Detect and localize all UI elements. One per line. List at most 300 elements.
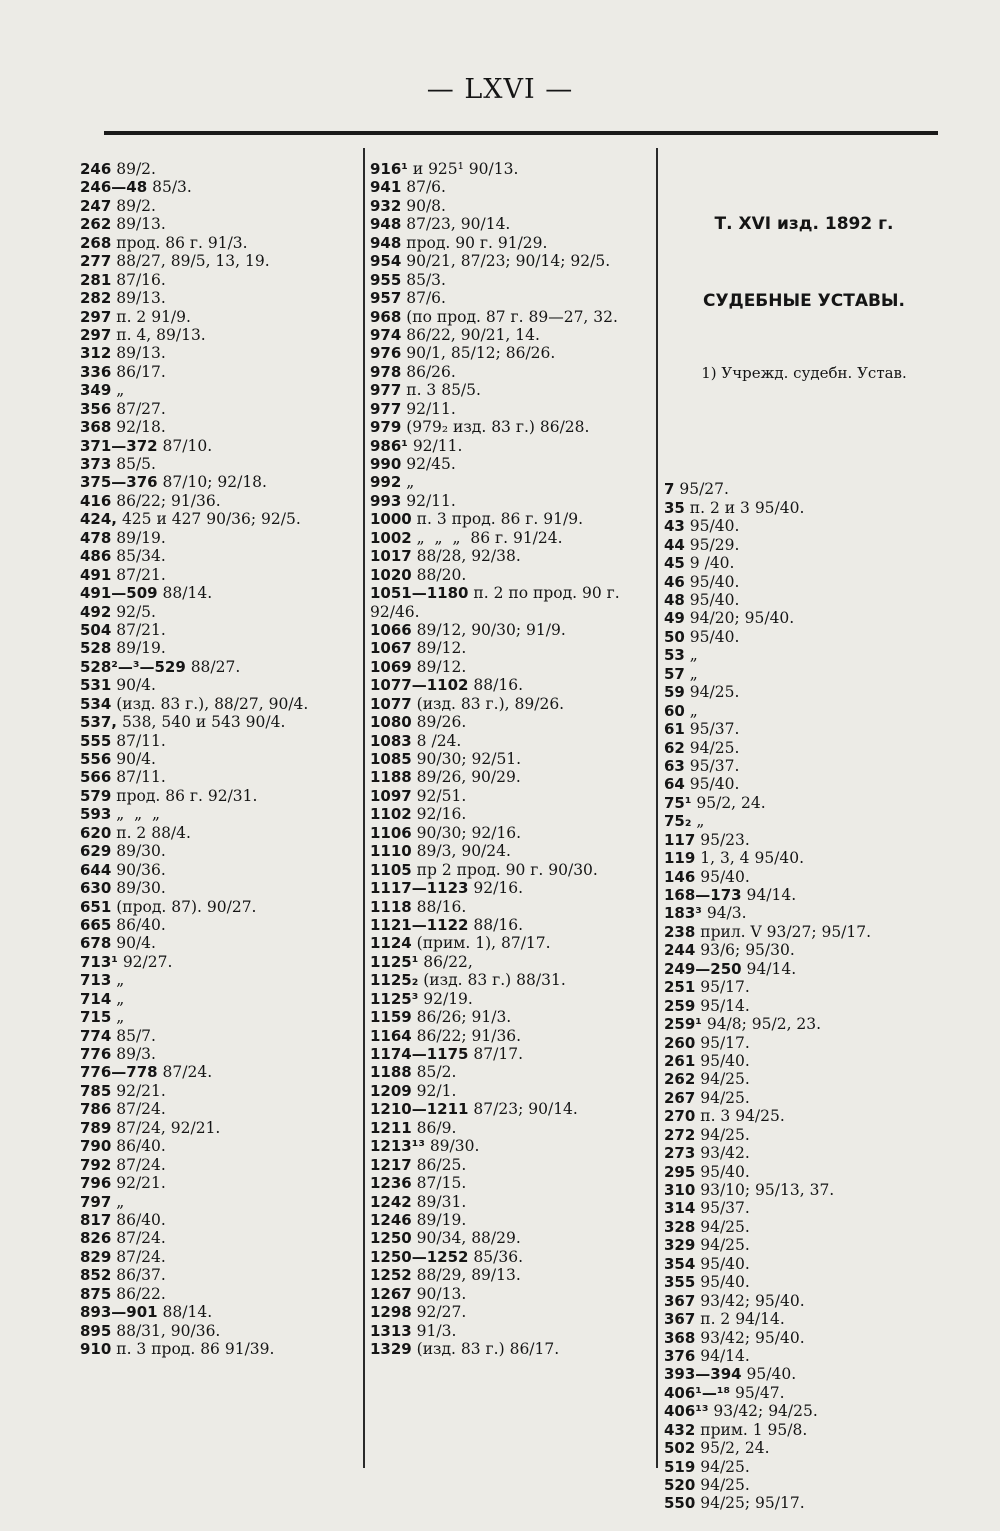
reference: и 925¹ 90/13.: [407, 160, 519, 178]
article-number: 328: [664, 1217, 696, 1236]
article-number: 277: [80, 252, 112, 271]
index-entry: [664, 831, 944, 849]
article-number: 368: [664, 1328, 696, 1347]
index-entry: [80, 768, 360, 786]
article-number: 519: [664, 1457, 696, 1476]
article-number: 520: [664, 1476, 696, 1494]
subsection-title: 1) Учрежд. судебн. Устав.: [701, 363, 907, 382]
index-entry: [80, 1285, 360, 1303]
index-entry: [80, 805, 360, 823]
reference: (изд. 83 г.) 86/17.: [411, 1340, 560, 1358]
reference: 95/17.: [695, 978, 750, 997]
reference: 92/27.: [117, 952, 173, 971]
reference: 85/3.: [147, 178, 192, 197]
article-number: 774: [80, 1026, 112, 1045]
article-number: 1002: [370, 528, 412, 547]
reference: 92/11.: [407, 436, 463, 455]
reference: „: [111, 1008, 125, 1027]
reference: 93/6; 95/30.: [695, 941, 795, 960]
reference: 88/29, 89/13.: [411, 1266, 521, 1285]
article-number: 1213¹³: [370, 1137, 425, 1156]
article-number: 1080: [370, 713, 412, 732]
reference: 88/31, 90/36.: [111, 1321, 221, 1340]
index-entry: [80, 1137, 360, 1155]
article-number: 48: [664, 591, 685, 609]
index-entry: [80, 326, 360, 344]
article-number: 63: [664, 756, 685, 775]
reference: (по прод. 87 г. 89—27, 32.: [401, 307, 618, 326]
index-entry: [370, 400, 655, 418]
reference: 92/16.: [411, 805, 467, 824]
reference: 87/24.: [111, 1247, 166, 1266]
reference: 94/25.: [695, 1125, 750, 1144]
article-number: 954: [370, 252, 402, 271]
index-entry: [80, 1045, 360, 1063]
index-entry: [80, 1248, 360, 1266]
reference: 91/3.: [411, 1321, 457, 1340]
volume-title: Т. XVI изд. 1892 г.: [714, 213, 894, 234]
reference: „: [111, 381, 125, 400]
article-number: 1164: [370, 1026, 412, 1045]
index-entry: [80, 289, 360, 307]
reference: 89/19.: [411, 1210, 467, 1229]
reference: 92/16.: [468, 879, 524, 898]
index-entry: [370, 1008, 655, 1026]
reference: 538, 540 и 543 90/4.: [117, 713, 286, 732]
index-entry: [664, 573, 944, 591]
column-divider: [656, 148, 658, 1468]
index-entry: [664, 591, 944, 609]
article-number: 368: [80, 418, 112, 437]
reference: 89/30.: [111, 842, 166, 861]
index-entry: [370, 879, 655, 897]
article-number: 796: [80, 1174, 112, 1193]
index-entry: [664, 960, 944, 978]
index-entry: [80, 861, 360, 879]
reference: 89/2.: [111, 160, 156, 178]
reference: 89/3, 90/24.: [411, 842, 511, 861]
reference: п. 2 88/4.: [111, 823, 191, 842]
reference: 87/15.: [411, 1174, 467, 1193]
article-number: 948: [370, 215, 402, 234]
article-number: 251: [664, 978, 696, 997]
article-number: 249—250: [664, 959, 742, 978]
index-entry: [370, 1174, 655, 1192]
reference: 94/25.: [695, 1457, 750, 1476]
article-number: 555: [80, 731, 112, 750]
index-entry: [664, 757, 944, 775]
index-entry: [370, 437, 655, 455]
index-entry: [370, 750, 655, 768]
article-number: 786: [80, 1100, 112, 1119]
index-entry: [370, 197, 655, 215]
index-entry: [370, 547, 655, 565]
index-entry: [370, 289, 655, 307]
reference: (изд. 83 г.), 89/26.: [411, 694, 565, 713]
reference: (прим. 1), 87/17.: [411, 934, 551, 953]
article-number: 502: [664, 1439, 696, 1458]
index-entry: [80, 990, 360, 1008]
index-entry: [370, 160, 655, 178]
reference: п. 2 94/14.: [695, 1310, 785, 1329]
article-number: 829: [80, 1247, 112, 1266]
reference: „: [684, 664, 698, 683]
index-entry: [664, 702, 944, 720]
reference: 87/24.: [111, 1155, 166, 1174]
reference: 86/9.: [411, 1118, 457, 1137]
article-number: 852: [80, 1266, 112, 1285]
index-entry: [664, 978, 944, 996]
index-entry: [80, 215, 360, 233]
index-entry: [664, 720, 944, 738]
index-entry: [80, 934, 360, 952]
index-entry: [370, 473, 655, 491]
article-number: 1102: [370, 805, 412, 824]
index-entry: [80, 1100, 360, 1118]
index-entry: [80, 473, 360, 491]
reference: 89/12.: [411, 639, 467, 658]
article-number: 776—778: [80, 1063, 158, 1082]
article-number: 312: [80, 344, 112, 363]
index-entry: [80, 178, 360, 196]
index-entry: [664, 1347, 944, 1365]
article-number: 1125¹: [370, 952, 419, 971]
article-number: 1159: [370, 1008, 412, 1027]
article-number: 714: [80, 989, 112, 1008]
index-entry: [80, 713, 360, 731]
index-entry: [370, 1156, 655, 1174]
index-entry: [370, 1322, 655, 1340]
index-entry: [80, 953, 360, 971]
index-entry: [370, 603, 655, 621]
reference: 94/25.: [695, 1236, 750, 1255]
index-entry: [664, 1365, 944, 1383]
article-number: 46: [664, 572, 685, 591]
index-entry: [664, 1384, 944, 1402]
article-number: 1188: [370, 1063, 412, 1082]
article-number: 1329: [370, 1340, 412, 1358]
reference: 93/42.: [695, 1144, 750, 1163]
index-entry: [80, 732, 360, 750]
reference: 87/21.: [111, 620, 166, 639]
reference: 89/26, 90/29.: [411, 768, 521, 787]
index-entry: [80, 252, 360, 270]
reference: 95/40.: [741, 1365, 797, 1384]
article-number: 393—394: [664, 1365, 742, 1384]
index-entry: [80, 1229, 360, 1247]
index-entry: [370, 1266, 655, 1284]
reference: 88/20.: [411, 565, 467, 584]
reference: 92/46.: [370, 602, 420, 621]
index-entry: [370, 234, 655, 252]
index-entry: [370, 1137, 655, 1155]
reference: 92/19.: [418, 989, 473, 1008]
article-number: 35: [664, 498, 685, 517]
article-number: 528²—³—529: [80, 657, 186, 676]
reference: 87/23, 90/14.: [401, 215, 511, 234]
reference: 92/5.: [111, 602, 156, 621]
article-number: 44: [664, 535, 685, 554]
reference: 87/24.: [111, 1229, 166, 1248]
article-number: 406¹—¹⁸: [664, 1383, 731, 1402]
reference: 95/40.: [695, 1051, 750, 1070]
article-number: 1067: [370, 639, 412, 658]
reference: 89/31.: [411, 1192, 467, 1211]
article-number: 64: [664, 775, 685, 794]
article-number: 259: [664, 996, 696, 1015]
index-entry: [370, 1100, 655, 1118]
reference: 89/2.: [111, 196, 156, 215]
article-number: 629: [80, 842, 112, 861]
article-number: 531: [80, 676, 112, 695]
index-entry: [80, 1340, 360, 1358]
index-entry: [664, 499, 944, 517]
index-entry: [664, 480, 944, 498]
article-number: 1000: [370, 510, 412, 529]
article-number: 354: [664, 1254, 696, 1273]
reference: 94/20; 95/40.: [684, 609, 795, 628]
article-number: 259¹: [664, 1015, 702, 1034]
reference: 94/14.: [695, 1346, 750, 1365]
reference: прод. 86 г. 91/3.: [111, 233, 248, 252]
index-entry: [664, 1163, 944, 1181]
index-entry: [370, 510, 655, 528]
article-number: 1125₂: [370, 971, 419, 990]
index-entry: [80, 1063, 360, 1081]
article-number: 968: [370, 307, 402, 326]
reference: 92/1.: [411, 1081, 457, 1100]
index-entry: [370, 1063, 655, 1081]
reference: 87/6.: [401, 178, 446, 197]
article-number: 1188: [370, 768, 412, 787]
reference: п. 2 по прод. 90 г.: [468, 584, 620, 603]
reference: 95/40.: [695, 867, 750, 886]
index-entry: [370, 1303, 655, 1321]
article-number: 244: [664, 941, 696, 960]
article-number: 75₂: [664, 812, 692, 831]
article-number: 957: [370, 289, 402, 308]
reference: 95/37.: [684, 720, 740, 739]
index-entry: [664, 1236, 944, 1254]
index-entry: [80, 566, 360, 584]
article-number: 282: [80, 289, 112, 308]
article-number: 260: [664, 1033, 696, 1052]
reference: 85/5.: [111, 455, 156, 473]
article-number: 314: [664, 1199, 696, 1218]
article-number: 776: [80, 1045, 112, 1063]
index-entry: [664, 1458, 944, 1476]
article-number: 1069: [370, 657, 412, 676]
reference: 87/11.: [111, 731, 166, 750]
article-number: 1313: [370, 1321, 412, 1340]
index-entry: [664, 1144, 944, 1162]
reference: 87/24.: [157, 1063, 213, 1082]
article-number: 246—48: [80, 178, 148, 197]
index-entry: [664, 1329, 944, 1347]
article-number: 1083: [370, 731, 412, 750]
index-entry: [664, 923, 944, 941]
article-number: 297: [80, 307, 112, 326]
article-number: 895: [80, 1321, 112, 1340]
article-number: 713: [80, 971, 112, 990]
index-entry: [370, 363, 655, 381]
article-number: 875: [80, 1284, 112, 1303]
index-entry: [80, 1082, 360, 1100]
index-entry: [80, 160, 360, 178]
reference: 94/25.: [695, 1070, 750, 1089]
article-number: 273: [664, 1144, 696, 1163]
reference: 90/36.: [111, 860, 166, 879]
index-entry: [80, 529, 360, 547]
index-entry: [370, 1229, 655, 1247]
article-number: 373: [80, 455, 112, 473]
reference: п. 4, 89/13.: [111, 325, 206, 344]
article-number: 665: [80, 915, 112, 934]
index-entry: [664, 1421, 944, 1439]
index-entry: [80, 1174, 360, 1192]
index-entry: [80, 1322, 360, 1340]
index-entry: [80, 510, 360, 528]
index-entry: [664, 849, 944, 867]
index-entry: [80, 658, 360, 676]
index-entry: [370, 934, 655, 952]
index-entry: [370, 990, 655, 1008]
index-entry: [80, 455, 360, 473]
index-entry: [370, 1045, 655, 1063]
article-number: 1106: [370, 823, 412, 842]
reference: 88/16.: [468, 676, 524, 695]
index-entry: [370, 621, 655, 639]
top-rule: [104, 131, 938, 135]
index-entry: [80, 898, 360, 916]
reference: 89/12.: [411, 657, 467, 676]
article-number: 268: [80, 233, 112, 252]
reference: 95/17.: [695, 1033, 750, 1052]
reference: 94/25.: [684, 683, 740, 702]
reference: 88/16.: [411, 897, 467, 916]
article-number: 1252: [370, 1266, 412, 1285]
reference: „: [684, 646, 698, 665]
index-entry: [370, 1285, 655, 1303]
article-number: 491—509: [80, 584, 158, 603]
article-number: 356: [80, 399, 112, 418]
reference: 94/8; 95/2, 23.: [701, 1015, 822, 1034]
article-number: 376: [664, 1346, 696, 1365]
index-entry: [370, 178, 655, 196]
index-entry: [80, 492, 360, 510]
article-number: 504: [80, 620, 112, 639]
index-entry: [80, 1266, 360, 1284]
article-number: 932: [370, 196, 402, 215]
reference: „: [111, 989, 125, 1008]
index-entry: [370, 308, 655, 326]
index-entry: [664, 628, 944, 646]
article-number: 59: [664, 683, 685, 702]
article-number: 1117—1123: [370, 879, 469, 898]
article-number: 792: [80, 1155, 112, 1174]
article-number: 336: [80, 362, 112, 381]
article-number: 790: [80, 1137, 112, 1156]
reference: 86/26.: [401, 362, 456, 381]
index-entry: [664, 1181, 944, 1199]
index-entry: [370, 916, 655, 934]
article-number: 534: [80, 694, 112, 713]
index-entry: [80, 234, 360, 252]
index-entry: [664, 554, 944, 572]
article-number: 355: [664, 1273, 696, 1292]
reference: 90/4.: [111, 676, 156, 695]
section-title: СУДЕБНЫЕ УСТАВЫ.: [702, 290, 906, 311]
index-entry: [664, 812, 944, 830]
article-number: 978: [370, 362, 402, 381]
index-entry: [80, 308, 360, 326]
article-number: 644: [80, 860, 112, 879]
reference: п. 3 85/5.: [401, 381, 481, 400]
article-number: 57: [664, 664, 685, 683]
article-number: 976: [370, 344, 402, 363]
reference: 92/21.: [111, 1174, 166, 1193]
index-entry: [370, 252, 655, 270]
index-entry: [370, 953, 655, 971]
article-number: 367: [664, 1310, 696, 1329]
reference: 93/42; 95/40.: [695, 1328, 805, 1347]
reference: 95/2, 24.: [691, 793, 766, 812]
index-entry: [80, 418, 360, 436]
index-entry: [370, 566, 655, 584]
index-entry: [664, 665, 944, 683]
reference: 87/11.: [111, 768, 166, 787]
article-number: 1210—1211: [370, 1100, 469, 1119]
index-entry: [80, 1211, 360, 1229]
article-number: 1110: [370, 842, 412, 861]
index-entry: [80, 916, 360, 934]
article-number: 329: [664, 1236, 696, 1255]
reference: п. 2 и 3 95/40.: [684, 498, 805, 517]
index-entry: [80, 787, 360, 805]
reference: прод. 86 г. 92/31.: [111, 786, 258, 805]
reference: 89/3.: [111, 1045, 156, 1063]
article-number: 60: [664, 701, 685, 720]
reference: прим. 1 95/8.: [695, 1420, 808, 1439]
reference: 95/14.: [695, 996, 750, 1015]
index-entry: [80, 676, 360, 694]
reference: 86/17.: [111, 362, 166, 381]
reference: „ „ „ 86 г. 91/24.: [411, 528, 563, 547]
article-number: 43: [664, 517, 685, 536]
article-number: 826: [80, 1229, 112, 1248]
article-number: 432: [664, 1420, 696, 1439]
reference: 90/4.: [111, 934, 156, 953]
index-entry: [664, 1052, 944, 1070]
article-number: 53: [664, 646, 685, 665]
reference: 93/42; 94/25.: [708, 1402, 818, 1421]
reference: 87/24, 92/21.: [111, 1118, 221, 1137]
index-entry: [664, 941, 944, 959]
index-entry: [370, 898, 655, 916]
article-number: 349: [80, 381, 112, 400]
article-number: 1217: [370, 1155, 412, 1174]
index-entry: [370, 805, 655, 823]
index-entry: [80, 842, 360, 860]
reference: 95/47.: [730, 1383, 785, 1402]
index-entry: [80, 1193, 360, 1211]
reference: 86/26; 91/3.: [411, 1008, 512, 1027]
reference: (979₂ изд. 83 г.) 86/28.: [401, 418, 590, 437]
reference: 87/6.: [401, 289, 446, 308]
article-number: 550: [664, 1494, 696, 1513]
reference: 92/45.: [401, 455, 456, 473]
article-number: 267: [664, 1088, 696, 1107]
